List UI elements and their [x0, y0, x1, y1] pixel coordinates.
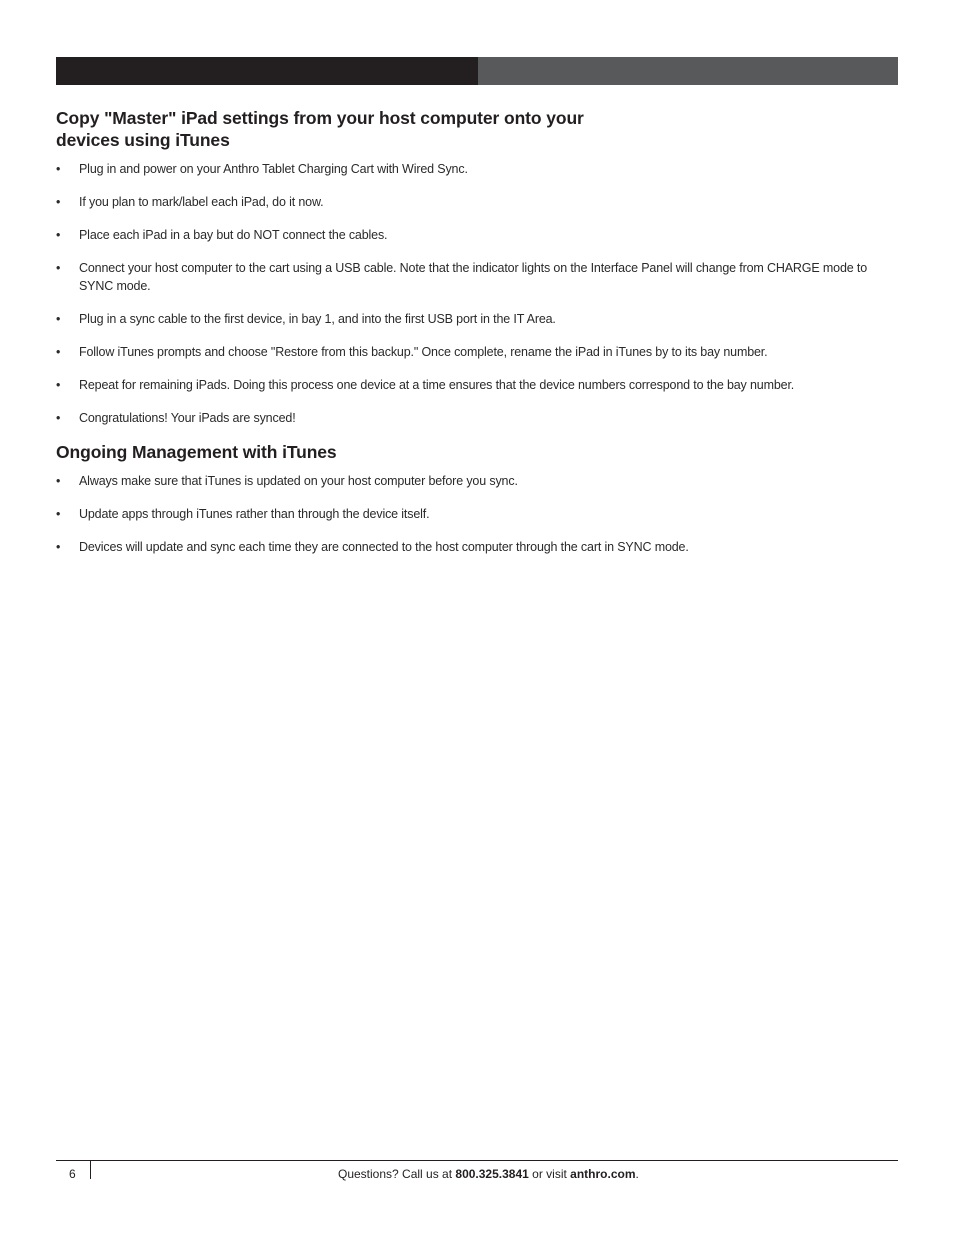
list-item	[56, 343, 898, 361]
footer-suffix: .	[635, 1167, 639, 1181]
list-item	[56, 226, 898, 244]
list-item-text: Congratulations! Your iPads are synced!	[79, 411, 296, 425]
footer-phone: 800.325.3841	[455, 1167, 529, 1181]
list-item-text: Repeat for remaining iPads. Doing this process one device at a time ensures that the device numbers correspond to the bay number.	[79, 378, 795, 392]
bullet-icon: •	[56, 474, 61, 488]
bullet-icon: •	[56, 162, 61, 176]
section-heading-copy-master: Copy "Master" iPad settings from your host computer onto your devices using iTunes	[56, 108, 584, 150]
list-item-text: If you plan to mark/label each iPad, do it now.	[79, 195, 324, 209]
list-item-text: Place each iPad in a bay but do NOT connect the cables.	[79, 228, 388, 242]
list-item	[56, 193, 898, 211]
list-item-text: Connect your host computer to the cart using a USB cable. Note that the indicator lights on the Interface Panel will change from CHARGE mode to SYNC mode.	[79, 261, 867, 293]
list-item-text: Plug in a sync cable to the first device, in bay 1, and into the first USB port in the IT Area.	[79, 312, 556, 326]
footer-prefix: Questions? Call us at	[338, 1167, 456, 1181]
list-item	[56, 472, 898, 490]
footer-middle: or visit	[528, 1167, 571, 1181]
management-list	[56, 472, 898, 556]
page-footer	[56, 1160, 898, 1191]
header-bar-grey-segment	[478, 57, 898, 85]
header-bar	[56, 57, 898, 85]
page-number: 6	[69, 1167, 76, 1181]
footer-website-link[interactable]: anthro.com	[570, 1167, 636, 1181]
bullet-icon: •	[56, 507, 61, 521]
list-item-text: Follow iTunes prompts and choose "Restore from this backup." Once complete, rename the iPad in iTunes by to its bay number.	[79, 345, 768, 359]
bullet-icon: •	[56, 411, 61, 425]
list-item-text: Plug in and power on your Anthro Tablet Charging Cart with Wired Sync.	[79, 162, 468, 176]
bullet-icon: •	[56, 540, 61, 554]
list-item-text: Devices will update and sync each time they are connected to the host computer through the cart in SYNC mode.	[79, 540, 689, 554]
list-item	[56, 409, 898, 427]
steps-list	[56, 160, 898, 427]
list-item	[56, 160, 898, 178]
list-item-text: Always make sure that iTunes is updated on your host computer before you sync.	[79, 474, 518, 488]
list-item	[56, 376, 898, 394]
header-bar-dark-segment	[56, 57, 478, 85]
list-item	[56, 259, 898, 295]
bullet-icon: •	[56, 312, 61, 326]
page-content	[56, 107, 898, 571]
bullet-icon: •	[56, 378, 61, 392]
footer-contact	[338, 1167, 639, 1181]
list-item	[56, 538, 898, 556]
footer-divider	[90, 1161, 91, 1179]
section-heading-ongoing-management: Ongoing Management with iTunes	[56, 442, 337, 462]
list-item	[56, 505, 898, 523]
bullet-icon: •	[56, 345, 61, 359]
bullet-icon: •	[56, 261, 61, 275]
list-item	[56, 310, 898, 328]
bullet-icon: •	[56, 228, 61, 242]
list-item-text: Update apps through iTunes rather than through the device itself.	[79, 507, 430, 521]
bullet-icon: •	[56, 195, 61, 209]
